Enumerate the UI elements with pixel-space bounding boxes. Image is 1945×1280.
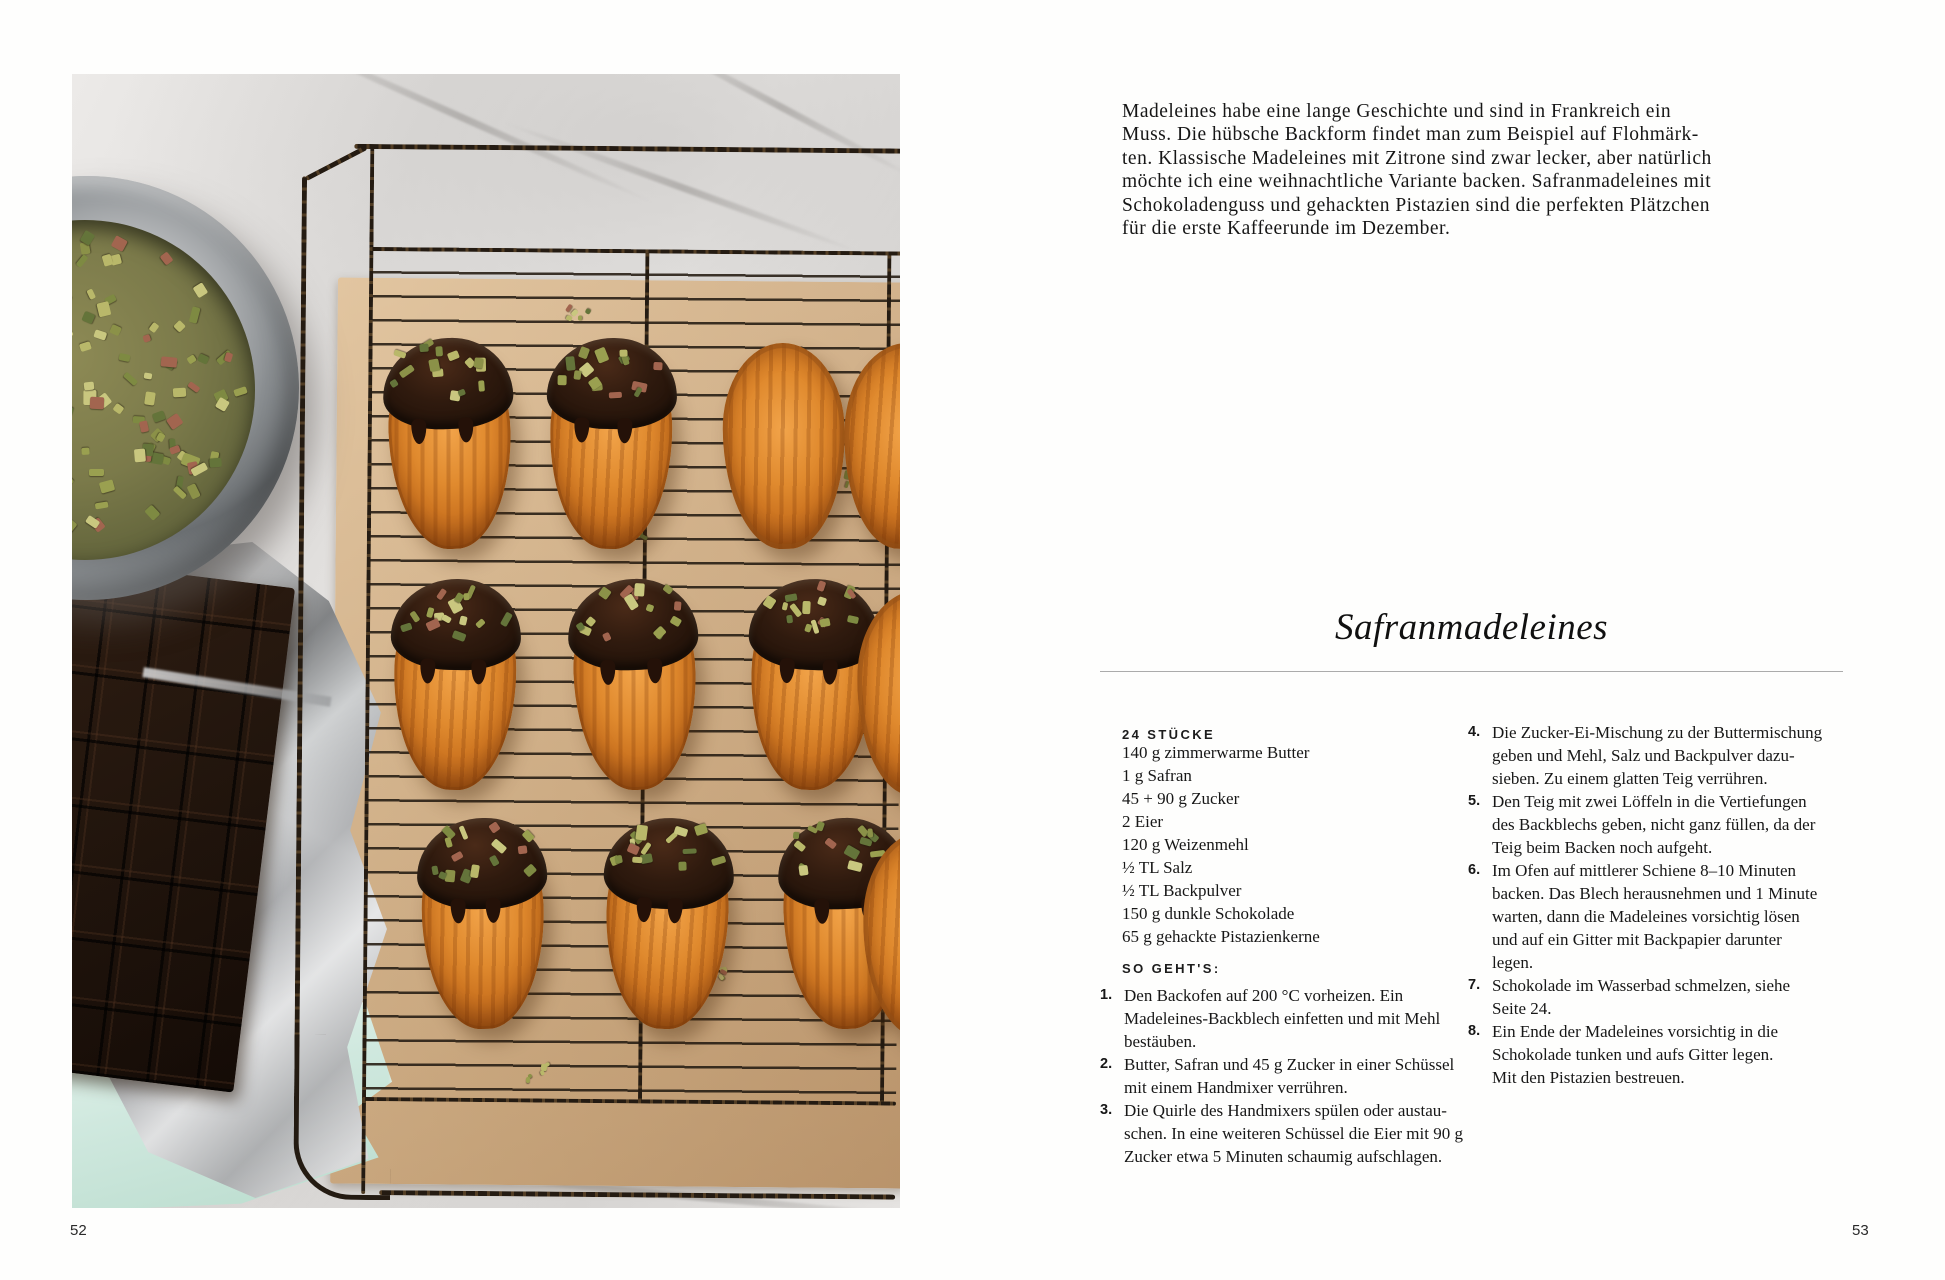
rack-frame-top (354, 144, 900, 154)
pistachio-chip (565, 356, 575, 371)
step-number: 1. (1100, 987, 1113, 1003)
step-text: Den Teig mit zwei Löffeln in die Vertiefungen des Backblechs geben, nicht ganz füllen, da der Teig beim Backen noch aufgeht. (1492, 792, 1816, 857)
pistachio-chip (389, 379, 398, 388)
ingredient-item: 45 + 90 g Zucker (1122, 789, 1240, 808)
ingredient-item: 120 g Weizenmehl (1122, 835, 1249, 854)
step-text: Die Zucker-Ei-Mischung zu der Buttermischung geben und Mehl, Salz und Backpulver dazu- sieben. Zu einem glatten Teig verrühren. (1492, 723, 1823, 788)
pistachio-chip (457, 389, 466, 397)
pistachio-chip (409, 610, 421, 623)
pistachio-chip (669, 616, 681, 627)
madeleine-body (721, 342, 847, 550)
rack-frame-left (294, 176, 307, 1048)
step-item (1468, 790, 1848, 859)
pistachio-chip (633, 583, 644, 597)
pistachio-chip (847, 615, 859, 624)
pistachio-chip (762, 595, 776, 610)
pistachio-chip (578, 315, 582, 321)
pistachio-chip (400, 622, 412, 632)
step-text: Schokolade im Wasserbad schmelzen, siehe Seite 24. (1492, 976, 1791, 1018)
pistachio-chip (518, 845, 528, 854)
pistachio-chip (500, 612, 513, 628)
step-item (1468, 1020, 1848, 1089)
ingredient-item: 150 g dunkle Schokolade (1122, 904, 1295, 923)
ingredient-item: 140 g zimmerwarme Butter (1122, 743, 1310, 762)
step-text: Im Ofen auf mittlerer Schiene 8–10 Minuten backen. Das Blech herausnehmen und 1 Minute warten, dann die Madeleines vorsichtig lösen und auf ein Gitter mit Backpapier darunter legen. (1492, 861, 1818, 972)
pistachio-chip (464, 593, 471, 601)
step-number: 3. (1100, 1102, 1113, 1118)
pistachio-chip (678, 862, 687, 871)
step-list-right (1468, 721, 1848, 1089)
pistachio-chip (491, 838, 507, 853)
pistachio-chip (694, 822, 708, 835)
step-item (1468, 721, 1848, 790)
pistachio-chip (428, 359, 440, 373)
pistachio-chip (632, 856, 642, 863)
pistachio-chip (398, 363, 414, 378)
intro-paragraph (1122, 100, 1842, 240)
madeleine (570, 582, 699, 792)
pistachio-chip (847, 860, 863, 872)
step-number: 6. (1468, 862, 1481, 878)
pistachio-chip (784, 593, 797, 602)
method-label: SO GEHT'S: (1122, 961, 1221, 976)
pistachio-chip (674, 601, 682, 610)
step-item (1100, 1053, 1480, 1099)
pistachio-chip (786, 615, 793, 624)
chocolate-cap (416, 817, 548, 910)
pistachio-chip (585, 615, 596, 626)
step-number: 7. (1468, 977, 1481, 993)
step-list-left (1100, 984, 1480, 1168)
rack-frame-bottom (379, 1190, 895, 1200)
pistachio-chip (521, 829, 534, 842)
madeleine-body (861, 830, 900, 1038)
page-number-right: 53 (1852, 1222, 1869, 1239)
pistachio-chip (557, 375, 567, 385)
pistachio-chip (458, 825, 468, 840)
chocolate-cap (390, 578, 522, 671)
madeleine (548, 342, 674, 550)
pistachio-chip (473, 357, 484, 369)
pistachio-chip (817, 597, 828, 608)
madeleine (721, 342, 847, 550)
pistachio-chip (646, 603, 655, 612)
pistachio-chip (459, 615, 467, 625)
pistachio-chip (798, 865, 808, 876)
chocolate-cap (381, 336, 514, 431)
pistachio-chip (816, 580, 826, 592)
madeleine (840, 341, 900, 551)
pistachio-chip (452, 630, 467, 642)
pistachio-chip (523, 863, 537, 877)
pistachio-chip (843, 845, 860, 860)
step-item (1468, 974, 1848, 1020)
intro-line: Madeleines habe eine lange Geschichte und sind in Frankreich ein (1122, 101, 1672, 122)
intro-line: ten. Klassische Madeleines mit Zitrone sind zwar lecker, aber natürlich (1122, 147, 1712, 169)
pistachio-chip (489, 855, 500, 867)
pistachio-chip (594, 346, 610, 363)
pistachio-chip (436, 346, 444, 357)
madeleine-body (855, 589, 900, 797)
ingredient-list (1122, 741, 1320, 948)
step-number: 8. (1468, 1023, 1481, 1039)
pistachio-chip (469, 864, 479, 878)
intro-line: Muss. Die hübsche Backform findet man zum Beispiel auf Flohmärk- (1122, 124, 1699, 146)
pistachio-chip (451, 851, 464, 862)
madeleine-body (840, 341, 900, 551)
madeleine (602, 821, 731, 1031)
recipe-photo (72, 74, 900, 1208)
pistachio-chip (445, 837, 454, 849)
pistachio-chip (478, 380, 485, 392)
pistachio-chip (793, 840, 806, 853)
pistachio-chip (683, 848, 697, 854)
madeleine (385, 341, 514, 551)
pistachio-chip (653, 361, 663, 370)
madeleine (420, 822, 546, 1030)
pistachio-chip (619, 349, 627, 357)
pistachio-chip (475, 618, 486, 629)
pistachio-chip (573, 371, 582, 381)
pistachio-chip (824, 838, 837, 850)
step-item (1100, 984, 1480, 1053)
pistachio-chip (627, 843, 641, 855)
chocolate-cap (603, 816, 736, 911)
ingredient-item: ½ TL Backpulver (1122, 881, 1242, 900)
pistachio-chip (608, 392, 622, 399)
step-item (1468, 859, 1848, 974)
pistachio-chip (578, 347, 590, 360)
step-text: Ein Ende der Madeleines vorsichtig in die Schokolade tunken und aufs Gitter legen. Mit den Pistazien bestreuen. (1492, 1022, 1779, 1087)
step-item (1100, 1099, 1480, 1168)
pistachio-chip (781, 602, 788, 611)
step-number: 5. (1468, 793, 1481, 809)
pistachio-chip (447, 350, 460, 361)
pistachio-chip (393, 348, 407, 358)
pistachio-chip (710, 856, 726, 867)
pistachio-chip (803, 623, 812, 633)
chocolate-cap (546, 337, 678, 430)
pistachio-chip (662, 583, 673, 594)
yield-label: 24 STÜCKE (1122, 727, 1216, 742)
pistachio-chip (792, 832, 799, 839)
step-text: Den Backofen auf 200 °C vorheizen. Ein Madeleines-Backblech einfetten und mit Mehl bestäuben. (1124, 986, 1441, 1051)
pistachio-chip (653, 626, 667, 640)
madeleine (392, 583, 518, 791)
pistachio-chip (802, 600, 811, 614)
ingredient-item: ½ TL Salz (1122, 858, 1193, 877)
pistachio-chip (426, 619, 441, 632)
intro-line: Schokoladenguss und gehackten Pistazien sind die perfekten Plätzchen (1122, 194, 1710, 216)
pistachio-chip (820, 618, 831, 628)
ingredient-item: 1 g Safran (1122, 766, 1192, 785)
step-number: 4. (1468, 724, 1481, 740)
step-text: Butter, Safran und 45 g Zucker in einer Schüssel mit einem Handmixer verrühren. (1124, 1055, 1455, 1097)
pistachio-chip (441, 614, 451, 623)
pistachio-chip (489, 821, 501, 833)
rack-frame-bend (305, 145, 368, 181)
step-text: Die Quirle des Handmixers spülen oder austau- schen. In eine weiteren Schüssel die Eier mit 90 g Zucker etwa 5 Minuten schaumig aufschlagen. (1124, 1101, 1463, 1166)
step-number: 2. (1100, 1056, 1113, 1072)
page-number-left: 52 (70, 1222, 87, 1239)
recipe-title: Safranmadeleines (1334, 607, 1609, 648)
madeleine (855, 589, 900, 797)
pistachio-chip (615, 854, 624, 864)
intro-line: möchte ich eine weihnachtliche Variante backen. Safranmadeleines mit (1122, 171, 1712, 193)
chocolate-cap (566, 577, 699, 672)
rack-frame-corner (293, 1034, 391, 1200)
pistachio-chip (635, 825, 648, 841)
ingredient-item: 2 Eier (1122, 812, 1164, 831)
madeleine (861, 830, 900, 1038)
divider-rule (1100, 671, 1843, 672)
ingredient-item: 65 g gehackte Pistazienkerne (1122, 927, 1320, 946)
pistachio-chip (419, 343, 428, 352)
intro-line: für die erste Kaffeerunde im Dezember. (1122, 218, 1451, 240)
pistachio-chip (602, 632, 611, 642)
pistachio-chip (436, 588, 447, 600)
pistachio-chip (598, 586, 612, 600)
